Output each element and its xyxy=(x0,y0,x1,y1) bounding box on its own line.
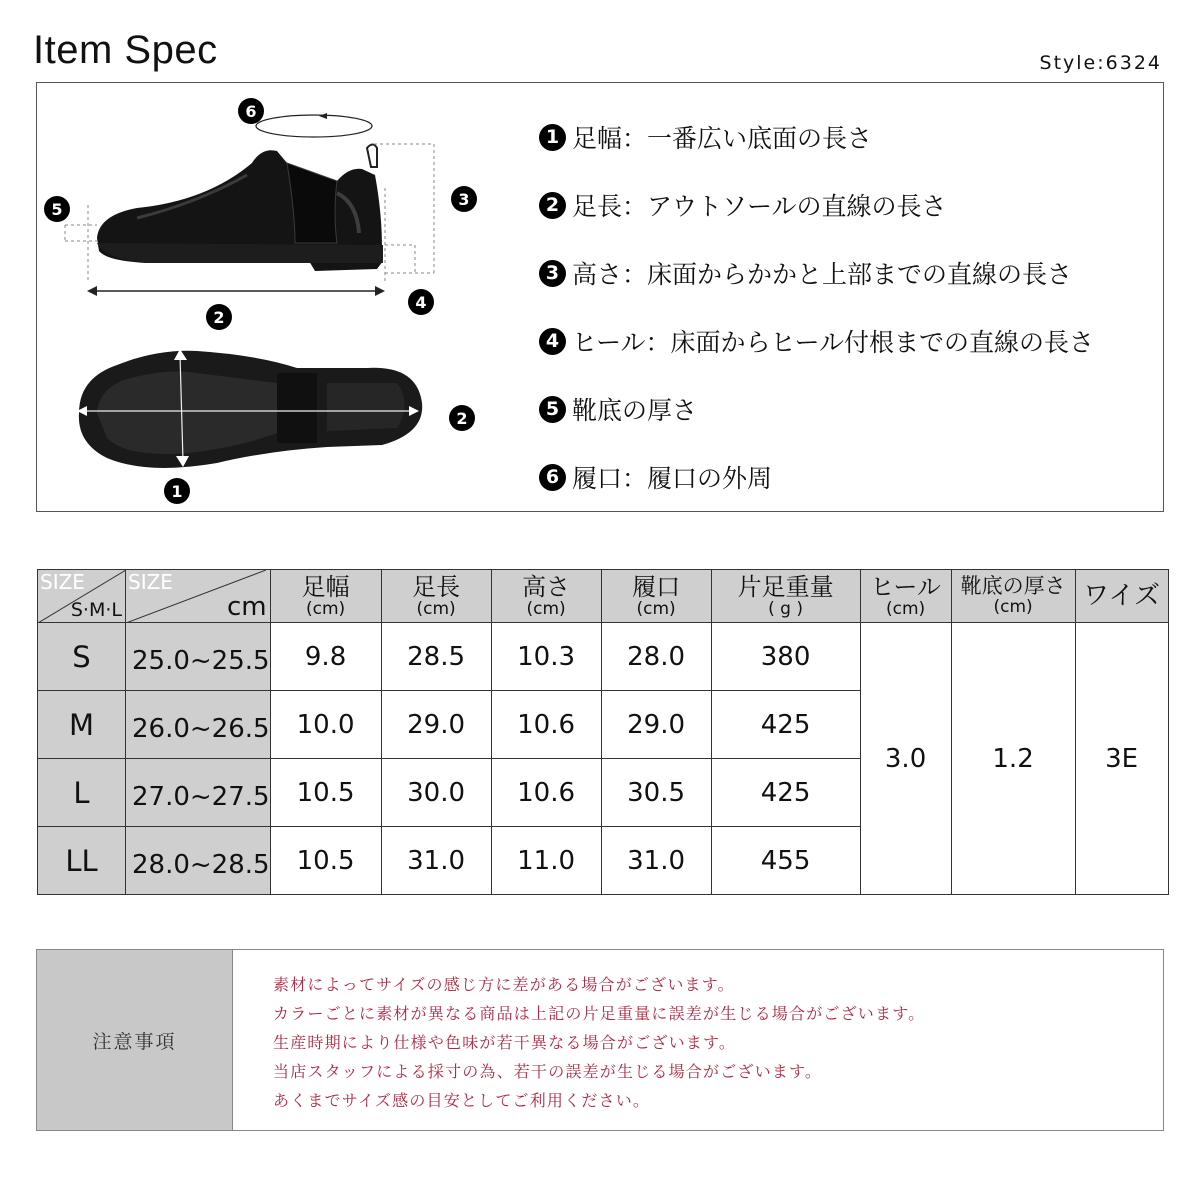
size-cell: L xyxy=(38,759,126,827)
sole-thickness-cell: 1.2 xyxy=(951,623,1075,895)
legend-item-sole-thickness xyxy=(539,375,1094,443)
weight-cell: 425 xyxy=(711,759,860,827)
marker-1-icon xyxy=(164,478,190,504)
size-cell: LL xyxy=(38,827,126,895)
corner-cell-size-cm xyxy=(126,570,271,623)
note-line: あくまでサイズ感の目安としてご利用ください。 xyxy=(273,1091,651,1110)
legend-text: 靴底の厚さ xyxy=(572,396,698,425)
shoe-diagram-illustration xyxy=(37,83,517,513)
marker-2-icon xyxy=(206,304,232,330)
legend-item-foot-length xyxy=(539,171,1094,239)
column-header-weight: 片足重量 ( g ) xyxy=(711,570,860,623)
spec-box xyxy=(36,82,1164,512)
wise-cell: 3E xyxy=(1075,623,1168,895)
column-header-wise: ワイズ xyxy=(1075,570,1168,623)
legend-text: 高さ：床面からかかと上部までの直線の長さ xyxy=(572,260,1073,289)
notes-body xyxy=(233,950,1163,1130)
number-3-icon: 3 xyxy=(539,260,566,287)
measurement-legend xyxy=(539,103,1094,511)
legend-item-heel xyxy=(539,307,1094,375)
height-cell: 10.6 xyxy=(491,691,601,759)
width-cell: 10.5 xyxy=(270,827,381,895)
corner-bottom-label: S·M·L xyxy=(70,599,122,621)
legend-item-foot-width xyxy=(539,103,1094,171)
style-number: Style:6324 xyxy=(1039,52,1162,74)
weight-cell: 455 xyxy=(711,827,860,895)
notes-label: 注意事項 xyxy=(37,950,233,1130)
marker-3-icon xyxy=(451,186,477,212)
height-cell: 11.0 xyxy=(491,827,601,895)
legend-text: 履口：履口の外周 xyxy=(572,464,773,493)
weight-cell: 425 xyxy=(711,691,860,759)
heel-cell: 3.0 xyxy=(860,623,951,895)
corner-top-label: SIZE xyxy=(40,570,85,594)
opening-cell: 29.0 xyxy=(601,691,711,759)
weight-cell: 380 xyxy=(711,623,860,691)
column-header-width: 足幅 (cm) xyxy=(270,570,381,623)
corner-cell-size-letter xyxy=(38,570,126,623)
height-cell: 10.6 xyxy=(491,759,601,827)
legend-item-opening xyxy=(539,443,1094,511)
svg-text:1: 1 xyxy=(171,482,183,501)
size-range-cell: 25.0~25.5 xyxy=(126,623,271,691)
column-header-opening: 履口 (cm) xyxy=(601,570,711,623)
legend-text: ヒール：床面からヒール付根までの直線の長さ xyxy=(572,328,1095,357)
notes-section xyxy=(36,949,1164,1131)
length-cell: 28.5 xyxy=(381,623,491,691)
collar-circumference-ellipse xyxy=(256,115,372,137)
column-header-length: 足長 (cm) xyxy=(381,570,491,623)
note-line: 当店スタッフによる採寸の為、若干の誤差が生じる場合がございます。 xyxy=(273,1062,823,1081)
svg-text:2: 2 xyxy=(213,308,225,327)
width-cell: 10.0 xyxy=(270,691,381,759)
table-row xyxy=(38,623,1169,691)
note-line: 素材によってサイズの感じ方に差がある場合がございます。 xyxy=(273,975,735,994)
measurement-diagram xyxy=(37,83,517,513)
corner-bottom-label: cm xyxy=(226,592,267,622)
opening-cell: 28.0 xyxy=(601,623,711,691)
column-header-heel: ヒール (cm) xyxy=(860,570,951,623)
length-cell: 31.0 xyxy=(381,827,491,895)
height-cell: 10.3 xyxy=(491,623,601,691)
column-header-sole-thickness: 靴底の厚さ (cm) xyxy=(951,570,1075,623)
page-title: Item Spec xyxy=(33,28,218,72)
size-range-cell: 27.0~27.5 xyxy=(126,759,271,827)
size-range-cell: 28.0~28.5 xyxy=(126,827,271,895)
svg-text:6: 6 xyxy=(245,102,257,121)
note-line: カラーごとに素材が異なる商品は上記の片足重量に誤差が生じる場合がございます。 xyxy=(273,1004,926,1023)
number-6-icon: 6 xyxy=(539,464,566,491)
legend-item-height xyxy=(539,239,1094,307)
marker-2b-icon xyxy=(449,405,475,431)
column-header-height: 高さ (cm) xyxy=(491,570,601,623)
length-cell: 30.0 xyxy=(381,759,491,827)
number-2-icon: 2 xyxy=(539,192,566,219)
size-range-cell: 26.0~26.5 xyxy=(126,691,271,759)
boot-side-view-image xyxy=(97,145,383,272)
table-header-row xyxy=(38,570,1169,623)
size-cell: S xyxy=(38,623,126,691)
opening-cell: 31.0 xyxy=(601,827,711,895)
legend-text: 足幅：一番広い底面の長さ xyxy=(572,124,873,153)
svg-text:2: 2 xyxy=(456,409,468,428)
size-table xyxy=(37,569,1169,895)
width-cell: 10.5 xyxy=(270,759,381,827)
number-4-icon: 4 xyxy=(539,328,566,355)
marker-4-icon xyxy=(408,289,434,315)
note-line: 生産時期により仕様や色味が若干異なる場合がございます。 xyxy=(273,1033,737,1052)
opening-cell: 30.5 xyxy=(601,759,711,827)
legend-text: 足長：アウトソールの直線の長さ xyxy=(572,192,947,221)
size-cell: M xyxy=(38,691,126,759)
marker-6-icon xyxy=(238,98,264,124)
number-1-icon: 1 xyxy=(539,124,566,151)
length-cell: 29.0 xyxy=(381,691,491,759)
number-5-icon: 5 xyxy=(539,396,566,423)
corner-top-label: SIZE xyxy=(128,570,173,594)
svg-text:5: 5 xyxy=(51,200,63,219)
svg-text:3: 3 xyxy=(458,190,470,209)
marker-5-icon xyxy=(44,196,70,222)
outsole-image xyxy=(79,351,422,468)
svg-text:4: 4 xyxy=(415,293,427,312)
width-cell: 9.8 xyxy=(270,623,381,691)
